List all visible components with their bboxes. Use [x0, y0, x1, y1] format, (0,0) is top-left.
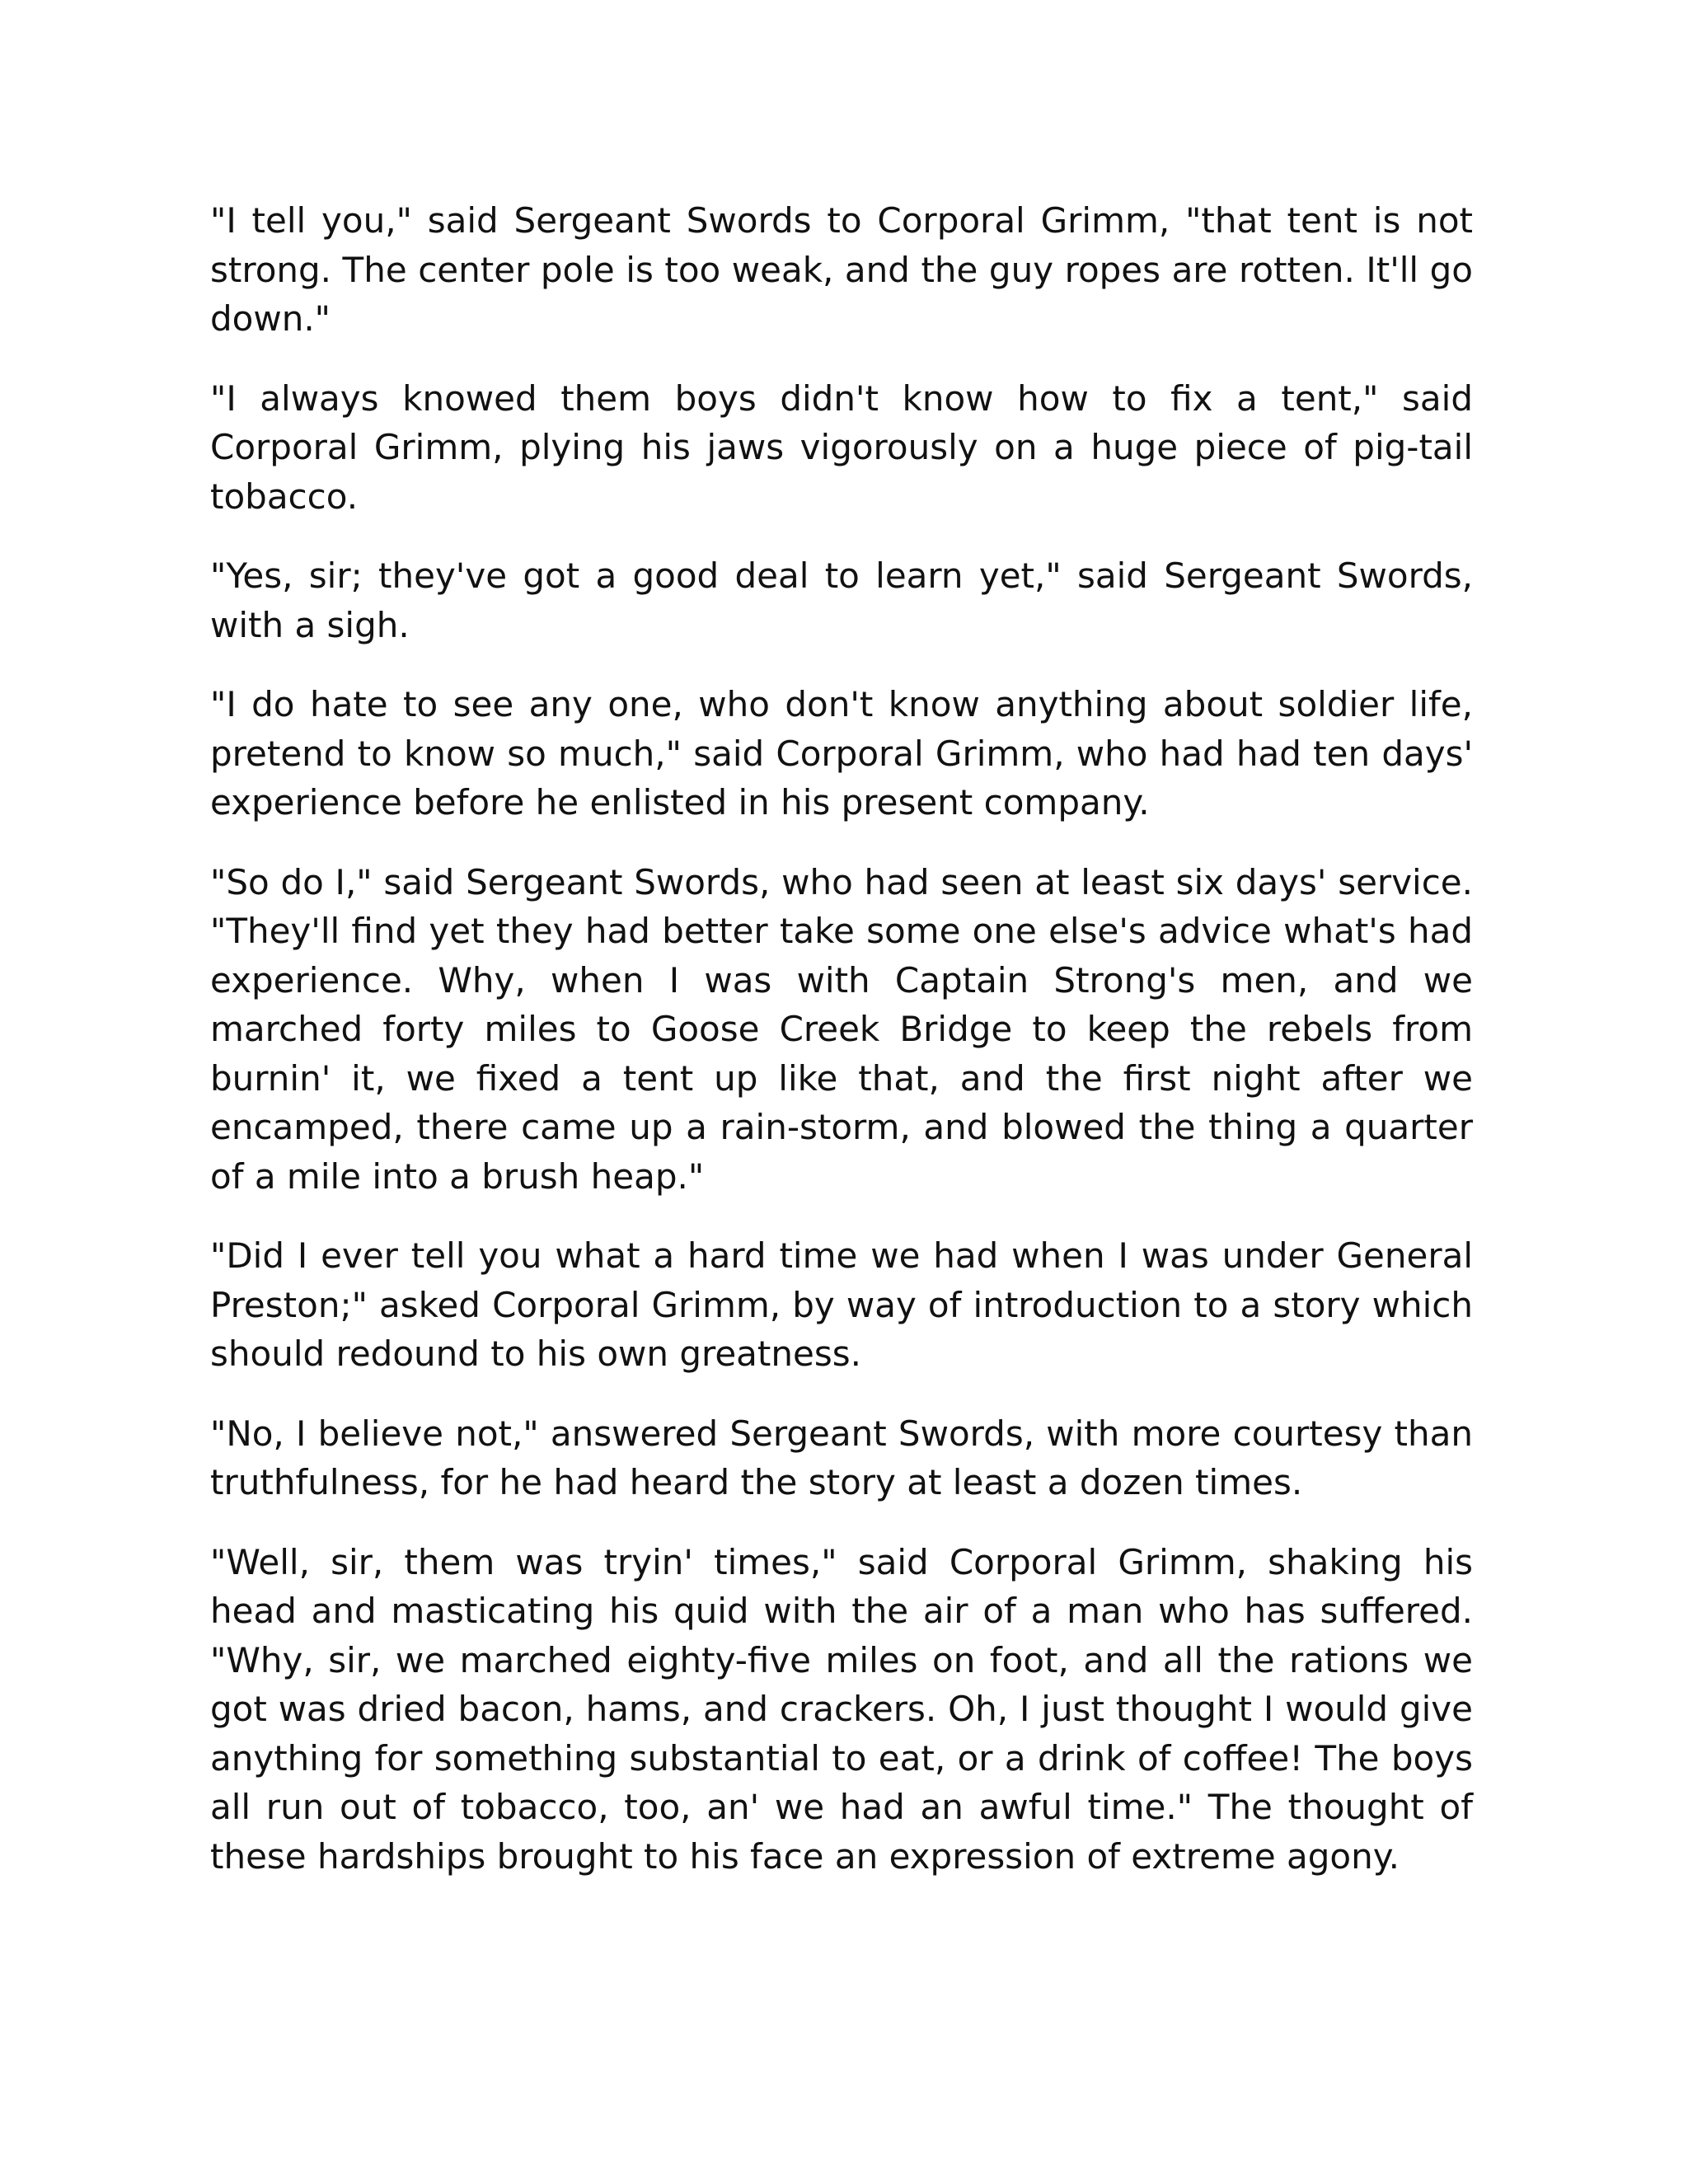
paragraph: "I always knowed them boys didn't know how to fix a tent," said Corporal Grimm, plying his jaws vigorously on a huge piece of pig-tail tobacco.: [210, 377, 1473, 517]
paragraph: "I do hate to see any one, who don't know anything about soldier life, pretend to know so much," said Corporal Grimm, who had had ten days' experience before he enlisted in his present company.: [210, 684, 1473, 823]
document-page: [210, 196, 1473, 1911]
paragraph: "No, I believe not," answered Sergeant Swords, with more courtesy than truthfulness, for he had heard the story at least a dozen times.: [210, 1413, 1473, 1502]
paragraph: "Well, sir, them was tryin' times," said Corporal Grimm, shaking his head and masticating his quid with the air of a man who has suffered. "Why, sir, we marched eighty-five miles on foot, and all the rations we got was dried bacon, hams, and crackers. Oh, I just thought I would give anything for something substantial to eat, or a drink of coffee! The boys all run out of tobacco, too, an' we had an awful time." The thought of these hardships brought to his face an expression of extreme agony.: [210, 1541, 1473, 1877]
paragraph: "Yes, sir; they've got a good deal to learn yet," said Sergeant Swords, with a sigh.: [210, 555, 1473, 645]
paragraph: "So do I," said Sergeant Swords, who had seen at least six days' service. "They'll find yet they had better take some one else's advice what's had experience. Why, when I was with Captain Strong's men, and we marched forty miles to Goose Creek Bridge to keep the rebels from burnin' it, we fixed a tent up like that, and the first night after we encamped, there came up a rain-storm, and blowed the thing a quarter of a mile into a brush heap.": [210, 861, 1473, 1197]
paragraph: "Did I ever tell you what a hard time we had when I was under General Preston;" asked Corporal Grimm, by way of introduction to a story which should redound to his own greatness.: [210, 1235, 1473, 1374]
paragraph: "I tell you," said Sergeant Swords to Corporal Grimm, "that tent is not strong. The center pole is too weak, and the guy ropes are rotten. It'll go down.": [210, 200, 1473, 339]
